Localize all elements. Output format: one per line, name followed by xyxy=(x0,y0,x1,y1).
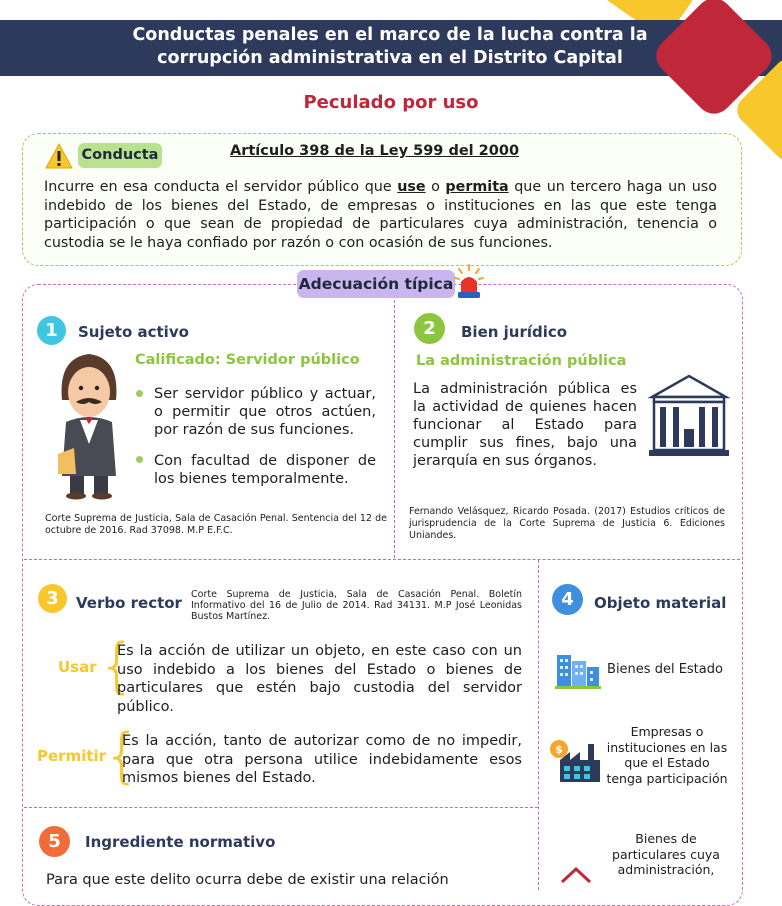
bullet-dot xyxy=(136,390,143,397)
verbo-rector-title: Verbo rector xyxy=(76,594,182,612)
svg-text:$: $ xyxy=(555,743,563,756)
section-number-4: 4 xyxy=(552,584,583,615)
section-number-5: 5 xyxy=(39,826,70,857)
section-number-3: 3 xyxy=(38,584,67,613)
adecuacion-label: Adecuación típica xyxy=(297,270,455,298)
page-title-line2: corrupción administrativa en el Distrito Capital xyxy=(157,48,623,68)
articulo-reference: Artículo 398 de la Ley 599 del 2000 xyxy=(230,143,520,159)
calificado-title: Calificado: Servidor público xyxy=(135,352,360,368)
bien-description: La administración pública es la actividad de quienes hacen funcionar al Estado para cumplir sus fines, bajo una jerarquía en sus órganos. xyxy=(413,381,637,469)
objeto-item-3: Bienes de particulares cuya administración, xyxy=(612,831,720,877)
bullet-dot xyxy=(136,456,143,463)
page-title xyxy=(40,24,740,70)
ingrediente-description: Para que este delito ocurra debe de existir una relación xyxy=(46,872,449,888)
divider xyxy=(24,559,740,560)
brace: { xyxy=(103,721,142,791)
page-title-line1: Conductas penales en el marco de la lucha contra la xyxy=(132,25,648,45)
ingrediente-title: Ingrediente normativo xyxy=(85,833,276,851)
conducta-description: Incurre en esa conducta el servidor público que use o permita que un tercero haga un uso indebido de los bienes del Estado, de empresas o instituciones en las que este tenga participación o que sean de propiedad de particulares cuya administración, tenencia o custodia se le haya confiado por razón o con ocasión de sus funciones. xyxy=(44,179,717,251)
sujeto-activo-title: Sujeto activo xyxy=(78,323,189,341)
sujeto-bullet-1: Ser servidor público y actuar, o permitir que otros actúen, por razón de sus funciones. xyxy=(154,386,376,438)
permitir-label: Permitir xyxy=(37,747,107,765)
objeto-material-title: Objeto material xyxy=(594,594,727,612)
divider xyxy=(538,560,539,890)
factory-money-icon xyxy=(548,738,602,784)
section-number-2: 2 xyxy=(414,313,445,344)
objeto-item-2: Empresas o instituciones en las que el Estado tenga participación xyxy=(606,724,728,786)
house-icon xyxy=(560,866,592,886)
page-subtitle: Peculado por uso xyxy=(303,92,479,113)
permitir-description: Es la acción, tanto de autorizar como de no impedir, para que otra persona utilice indebidamente esos mismos bienes del Estado. xyxy=(122,733,522,786)
sujeto-bullet-2: Con facultad de disponer de los bienes temporalmente. xyxy=(154,453,376,487)
section-number-1: 1 xyxy=(37,316,66,345)
usar-label: Usar xyxy=(58,658,97,676)
verbo-citation: Corte Suprema de Justicia, Sala de Casación Penal. Boletín Informativo del 16 de Julio de 2014. Rad 34131. M.P José Leonidas Bustos Martínez. xyxy=(191,589,522,622)
objeto-item-1: Bienes del Estado xyxy=(607,662,723,677)
usar-description: Es la acción de utilizar un objeto, en este caso con un uso indebido a los bienes del Estado o bienes de particulares que estén bajo custodia del servidor público. xyxy=(117,643,522,715)
bien-juridico-title: Bien jurídico xyxy=(461,323,568,341)
warning-icon xyxy=(44,142,74,170)
bien-citation: Fernando Velásquez, Ricardo Posada. (2017) Estudios críticos de jurisprudencia de la Corte Suprema de Justicia 6. Ediciones Uniandes. xyxy=(409,506,725,541)
sujeto-citation: Corte Suprema de Justicia, Sala de Casación Penal. Sentencia del 12 de octubre de 2016. Rad 37098. M.P E.F.C. xyxy=(45,513,387,536)
siren-icon xyxy=(454,264,484,300)
divider xyxy=(24,807,538,808)
city-buildings-icon xyxy=(555,649,601,689)
brace: { xyxy=(98,631,137,701)
divider xyxy=(394,300,395,558)
conducta-label: Conducta xyxy=(78,143,162,168)
bien-subtitle: La administración pública xyxy=(416,353,627,369)
public-servant-illustration xyxy=(50,350,128,500)
government-building-icon xyxy=(648,373,730,459)
